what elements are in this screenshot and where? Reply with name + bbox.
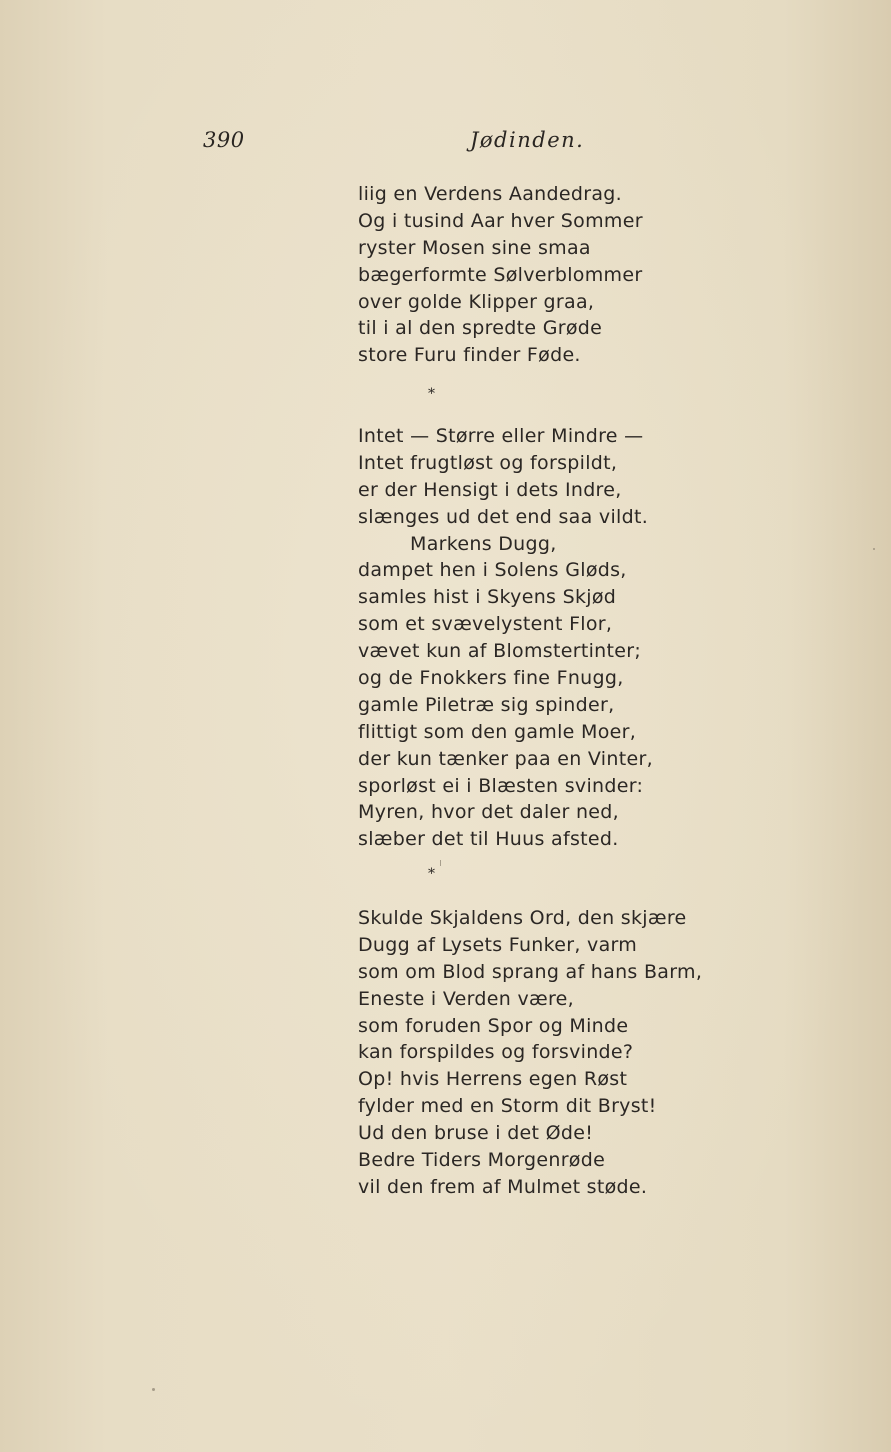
poem-line: Myren, hvor det daler ned,	[358, 801, 619, 824]
poem-line: Intet frugtløst og forspildt,	[358, 451, 618, 474]
poem-line: Ud den bruse i det Øde!	[358, 1122, 594, 1145]
stanza-separator: *	[428, 386, 435, 402]
poem-line: Intet — Større eller Mindre —	[358, 425, 644, 447]
paper-speck	[873, 548, 875, 550]
poem-line: slænges ud det end saa vildt.	[358, 505, 649, 528]
poem-line: Dugg af Lysets Funker, varm	[358, 933, 638, 956]
running-head	[0, 128, 891, 158]
poem-line: Op! hvis Herrens egen Røst	[358, 1068, 628, 1091]
poem-line: liig en Verdens Aandedrag.	[358, 183, 622, 205]
stanza-2	[358, 423, 653, 853]
poem-line: som om Blod sprang af hans Barm,	[358, 960, 703, 983]
poem-line: dampet hen i Solens Gløds,	[358, 559, 627, 582]
poem-line: gamle Piletræ sig spinder,	[358, 693, 615, 716]
poem-line: er der Hensigt i dets Indre,	[358, 478, 622, 501]
paper-speck	[440, 860, 441, 866]
page-title: Jødinden.	[470, 128, 585, 152]
stanza-separator: *	[428, 866, 435, 882]
poem-line: store Furu finder Føde.	[358, 344, 581, 367]
poem-line: Bedre Tiders Morgenrøde	[358, 1149, 606, 1172]
poem-line: Og i tusind Aar hver Sommer	[358, 209, 643, 232]
poem-line: som foruden Spor og Minde	[358, 1014, 629, 1037]
poem-line: vil den frem af Mulmet støde.	[358, 1175, 648, 1198]
poem-line: Eneste i Verden være,	[358, 987, 574, 1010]
poem-line: som et svævelystent Flor,	[358, 613, 613, 636]
poem-line: over golde Klipper graa,	[358, 290, 595, 313]
poem-line: sporløst ei i Blæsten svinder:	[358, 774, 644, 797]
page-number: 390	[203, 128, 245, 152]
stanza-1	[358, 181, 643, 369]
poem-line: ryster Mosen sine smaa	[358, 236, 591, 259]
poem-line: bægerformte Sølverblommer	[358, 263, 643, 286]
poem-line: til i al den spredte Grøde	[358, 317, 603, 340]
poem-line: Skulde Skjaldens Ord, den skjære	[358, 907, 687, 929]
stanza-3	[358, 905, 702, 1201]
paper-speck	[152, 1388, 155, 1391]
poem-line: der kun tænker paa en Vinter,	[358, 747, 653, 770]
poem-line: fylder med en Storm dit Bryst!	[358, 1095, 657, 1118]
poem-line: flittigt som den gamle Moer,	[358, 720, 637, 743]
poem-line: vævet kun af Blomstertinter;	[358, 640, 642, 663]
poem-line: kan forspildes og forsvinde?	[358, 1041, 634, 1064]
poem-line: samles hist i Skyens Skjød	[358, 586, 617, 609]
poem-line: Markens Dugg,	[410, 532, 557, 555]
poem-line: slæber det til Huus afsted.	[358, 828, 619, 851]
poem-line: og de Fnokkers fine Fnugg,	[358, 667, 624, 690]
